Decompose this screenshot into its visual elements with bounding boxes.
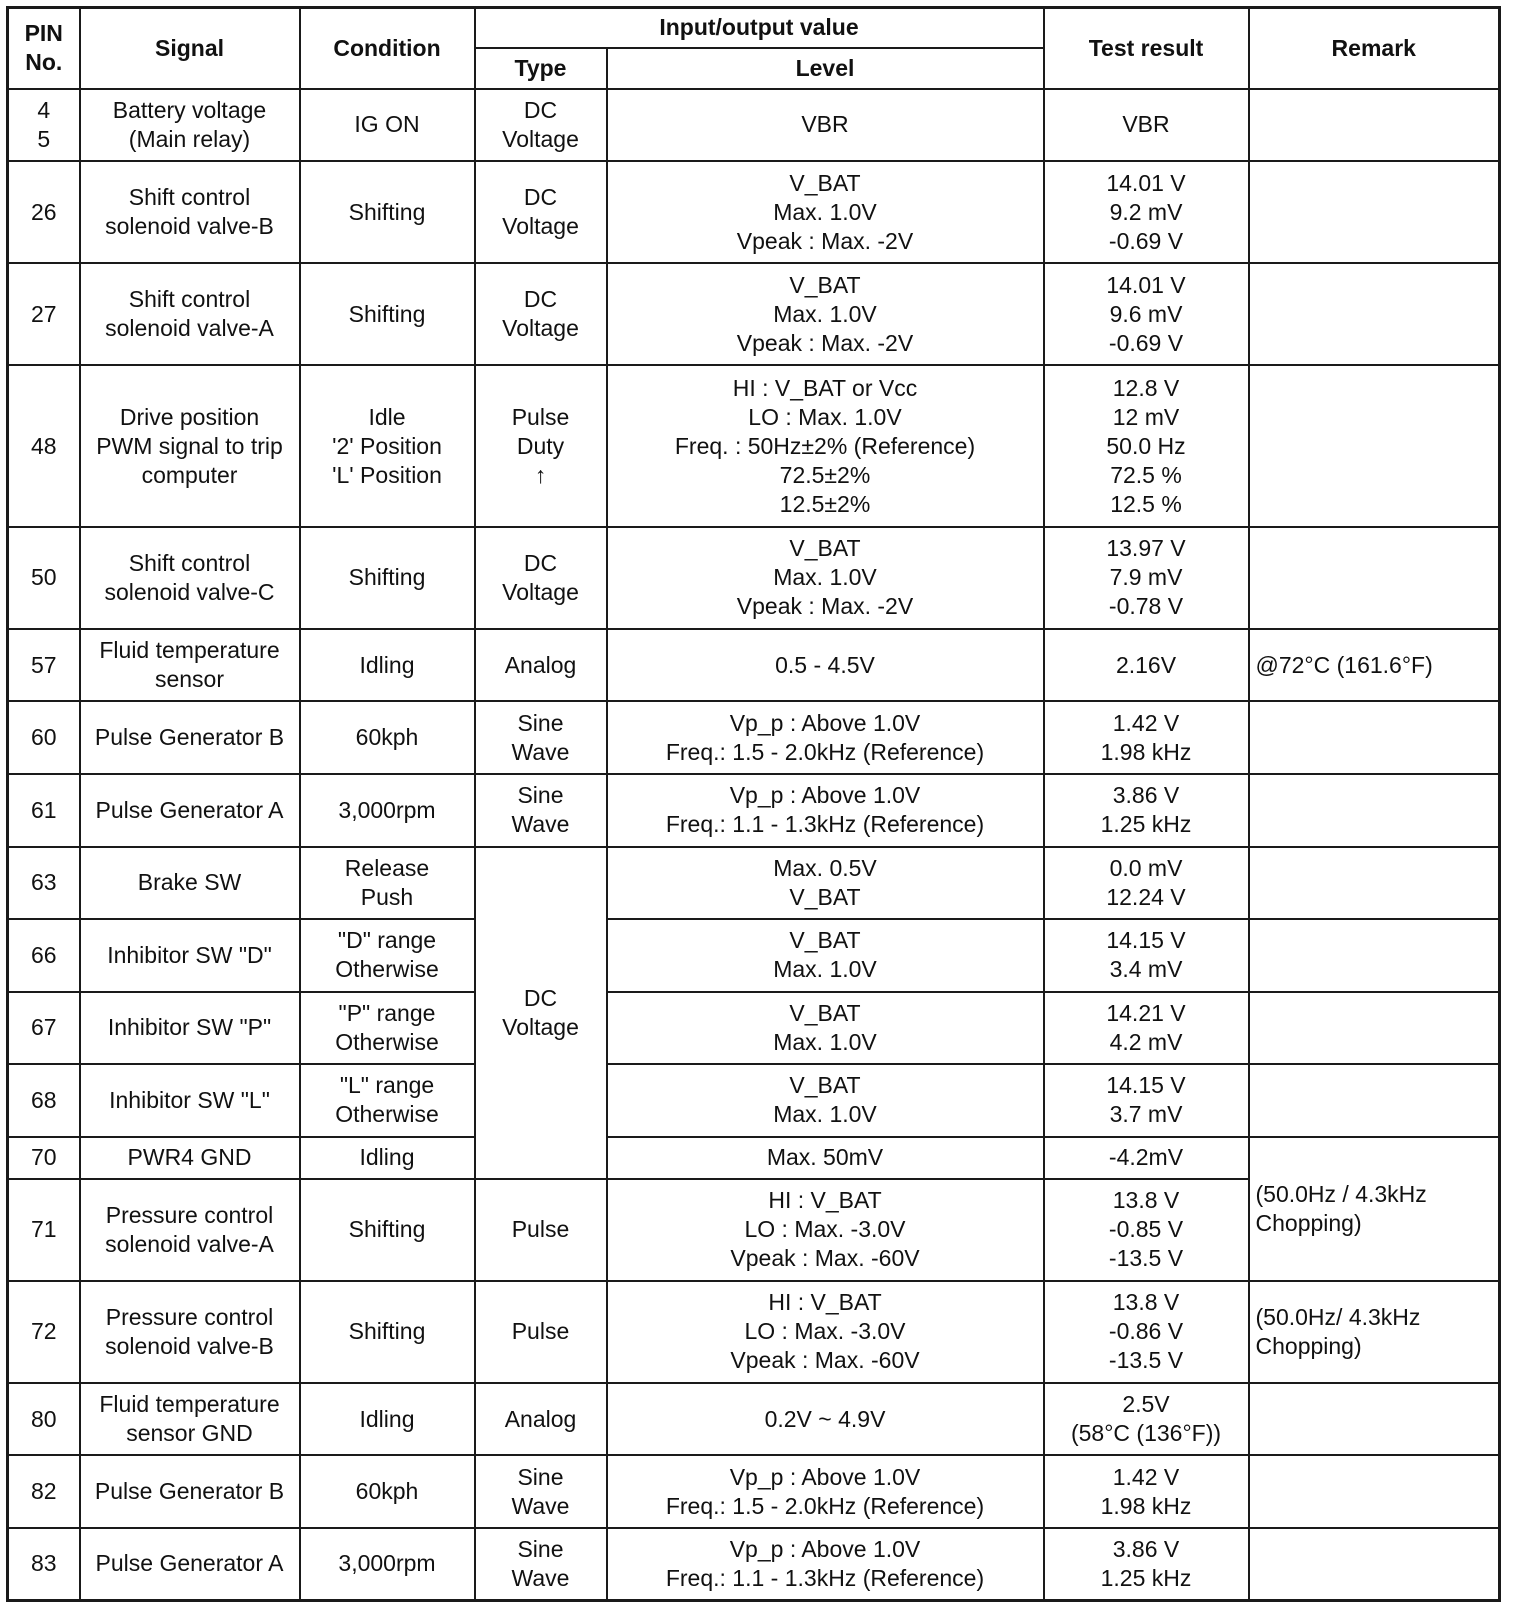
- table-row: [8, 774, 1500, 847]
- cell-remark: [1249, 919, 1500, 992]
- table-row: [8, 1528, 1500, 1601]
- cell-pin: 63: [8, 847, 80, 920]
- cell-type: Sine Wave: [475, 1528, 607, 1601]
- cell-level: V_BAT Max. 1.0V: [607, 919, 1044, 992]
- cell-condition: 60kph: [300, 1455, 475, 1528]
- cell-condition: "P" range Otherwise: [300, 992, 475, 1065]
- cell-condition: Shifting: [300, 263, 475, 365]
- table-row: [8, 263, 1500, 365]
- header-remark: Remark: [1249, 8, 1500, 89]
- cell-signal: PWR4 GND: [80, 1137, 300, 1179]
- cell-test-result: 14.01 V 9.6 mV -0.69 V: [1044, 263, 1249, 365]
- cell-condition: 3,000rpm: [300, 1528, 475, 1601]
- cell-remark: [1249, 847, 1500, 920]
- cell-remark: [1249, 263, 1500, 365]
- cell-test-result: 13.8 V -0.86 V -13.5 V: [1044, 1281, 1249, 1383]
- cell-level: Vp_p : Above 1.0V Freq.: 1.5 - 2.0kHz (Reference): [607, 701, 1044, 774]
- table-row: [8, 701, 1500, 774]
- cell-type: Pulse: [475, 1179, 607, 1281]
- cell-condition: Idling: [300, 629, 475, 702]
- cell-pin: 70: [8, 1137, 80, 1179]
- cell-pin: 66: [8, 919, 80, 992]
- cell-condition: Idling: [300, 1137, 475, 1179]
- cell-type: Sine Wave: [475, 701, 607, 774]
- cell-remark: [1249, 774, 1500, 847]
- cell-remark: [1249, 992, 1500, 1065]
- table-row: [8, 919, 1500, 992]
- cell-condition: "L" range Otherwise: [300, 1064, 475, 1137]
- cell-remark: [1249, 1528, 1500, 1601]
- cell-test-result: 14.15 V 3.4 mV: [1044, 919, 1249, 992]
- header-test-result: Test result: [1044, 8, 1249, 89]
- header-type: Type: [475, 48, 607, 89]
- cell-type: Pulse Duty ↑: [475, 365, 607, 526]
- table-row: [8, 992, 1500, 1065]
- cell-remark: [1249, 701, 1500, 774]
- cell-condition: IG ON: [300, 89, 475, 162]
- cell-pin: 67: [8, 992, 80, 1065]
- cell-test-result: -4.2mV: [1044, 1137, 1249, 1179]
- cell-level: HI : V_BAT LO : Max. -3.0V Vpeak : Max. -60V: [607, 1281, 1044, 1383]
- table-row: [8, 89, 1500, 162]
- cell-signal: Brake SW: [80, 847, 300, 920]
- cell-remark: [1249, 1455, 1500, 1528]
- cell-type: DC Voltage: [475, 847, 607, 1179]
- cell-pin: 68: [8, 1064, 80, 1137]
- cell-remark: [1249, 1064, 1500, 1137]
- cell-test-result: 14.15 V 3.7 mV: [1044, 1064, 1249, 1137]
- cell-level: V_BAT Max. 1.0V Vpeak : Max. -2V: [607, 263, 1044, 365]
- cell-level: Vp_p : Above 1.0V Freq.: 1.5 - 2.0kHz (Reference): [607, 1455, 1044, 1528]
- cell-type: Analog: [475, 629, 607, 702]
- cell-signal: Fluid temperature sensor GND: [80, 1383, 300, 1456]
- cell-level: Vp_p : Above 1.0V Freq.: 1.1 - 1.3kHz (Reference): [607, 1528, 1044, 1601]
- cell-condition: 60kph: [300, 701, 475, 774]
- table-row: [8, 1137, 1500, 1179]
- header-pin-no: PIN No.: [8, 8, 80, 89]
- cell-level: V_BAT Max. 1.0V: [607, 1064, 1044, 1137]
- cell-test-result: 2.5V (58°C (136°F)): [1044, 1383, 1249, 1456]
- cell-pin: 82: [8, 1455, 80, 1528]
- cell-test-result: 3.86 V 1.25 kHz: [1044, 1528, 1249, 1601]
- table-row: [8, 365, 1500, 526]
- cell-signal: Pressure control solenoid valve-B: [80, 1281, 300, 1383]
- cell-condition: Release Push: [300, 847, 475, 920]
- cell-type: Pulse: [475, 1281, 607, 1383]
- cell-level: Max. 50mV: [607, 1137, 1044, 1179]
- cell-test-result: VBR: [1044, 89, 1249, 162]
- cell-condition: 3,000rpm: [300, 774, 475, 847]
- cell-test-result: 1.42 V 1.98 kHz: [1044, 1455, 1249, 1528]
- table-row: [8, 1383, 1500, 1456]
- cell-remark: [1249, 1383, 1500, 1456]
- cell-remark: [1249, 365, 1500, 526]
- cell-pin: 60: [8, 701, 80, 774]
- cell-level: HI : V_BAT or Vcc LO : Max. 1.0V Freq. : 50Hz±2% (Reference) 72.5±2% 12.5±2%: [607, 365, 1044, 526]
- cell-type: Analog: [475, 1383, 607, 1456]
- pin-signal-table: [6, 6, 1501, 1602]
- cell-pin: 4 5: [8, 89, 80, 162]
- cell-signal: Pulse Generator A: [80, 1528, 300, 1601]
- cell-test-result: 2.16V: [1044, 629, 1249, 702]
- cell-pin: 72: [8, 1281, 80, 1383]
- cell-level: Max. 0.5V V_BAT: [607, 847, 1044, 920]
- cell-remark: [1249, 527, 1500, 629]
- cell-type: DC Voltage: [475, 161, 607, 263]
- cell-pin: 80: [8, 1383, 80, 1456]
- table-row: [8, 1281, 1500, 1383]
- cell-signal: Shift control solenoid valve-B: [80, 161, 300, 263]
- cell-condition: "D" range Otherwise: [300, 919, 475, 992]
- cell-type: Sine Wave: [475, 1455, 607, 1528]
- header-input-output-value: Input/output value: [475, 8, 1044, 48]
- cell-signal: Battery voltage (Main relay): [80, 89, 300, 162]
- cell-remark: (50.0Hz/ 4.3kHz Chopping): [1249, 1281, 1500, 1383]
- header-level: Level: [607, 48, 1044, 89]
- cell-condition: Shifting: [300, 161, 475, 263]
- cell-test-result: 13.97 V 7.9 mV -0.78 V: [1044, 527, 1249, 629]
- table-row: [8, 161, 1500, 263]
- cell-level: VBR: [607, 89, 1044, 162]
- cell-signal: Inhibitor SW "L": [80, 1064, 300, 1137]
- cell-test-result: 12.8 V 12 mV 50.0 Hz 72.5 % 12.5 %: [1044, 365, 1249, 526]
- cell-condition: Idling: [300, 1383, 475, 1456]
- cell-signal: Shift control solenoid valve-A: [80, 263, 300, 365]
- cell-signal: Drive position PWM signal to trip computer: [80, 365, 300, 526]
- cell-level: 0.2V ~ 4.9V: [607, 1383, 1044, 1456]
- cell-remark: [1249, 89, 1500, 162]
- cell-condition: Shifting: [300, 1179, 475, 1281]
- cell-type: DC Voltage: [475, 527, 607, 629]
- table-row: [8, 847, 1500, 920]
- cell-pin: 27: [8, 263, 80, 365]
- cell-pin: 61: [8, 774, 80, 847]
- cell-level: V_BAT Max. 1.0V Vpeak : Max. -2V: [607, 527, 1044, 629]
- cell-level: 0.5 - 4.5V: [607, 629, 1044, 702]
- cell-pin: 26: [8, 161, 80, 263]
- cell-test-result: 1.42 V 1.98 kHz: [1044, 701, 1249, 774]
- cell-remark: @72°C (161.6°F): [1249, 629, 1500, 702]
- cell-type: Sine Wave: [475, 774, 607, 847]
- header-condition: Condition: [300, 8, 475, 89]
- cell-remark: (50.0Hz / 4.3kHz Chopping): [1249, 1137, 1500, 1281]
- table-row: [8, 1455, 1500, 1528]
- cell-test-result: 3.86 V 1.25 kHz: [1044, 774, 1249, 847]
- table-row: [8, 629, 1500, 702]
- cell-signal: Pulse Generator B: [80, 1455, 300, 1528]
- cell-test-result: 13.8 V -0.85 V -13.5 V: [1044, 1179, 1249, 1281]
- cell-pin: 71: [8, 1179, 80, 1281]
- cell-level: V_BAT Max. 1.0V: [607, 992, 1044, 1065]
- cell-signal: Pressure control solenoid valve-A: [80, 1179, 300, 1281]
- cell-signal: Shift control solenoid valve-C: [80, 527, 300, 629]
- cell-signal: Inhibitor SW "P": [80, 992, 300, 1065]
- cell-type: DC Voltage: [475, 89, 607, 162]
- cell-test-result: 14.21 V 4.2 mV: [1044, 992, 1249, 1065]
- header-signal: Signal: [80, 8, 300, 89]
- cell-pin: 50: [8, 527, 80, 629]
- cell-level: Vp_p : Above 1.0V Freq.: 1.1 - 1.3kHz (Reference): [607, 774, 1044, 847]
- table-row: [8, 527, 1500, 629]
- cell-level: HI : V_BAT LO : Max. -3.0V Vpeak : Max. -60V: [607, 1179, 1044, 1281]
- cell-pin: 57: [8, 629, 80, 702]
- cell-pin: 83: [8, 1528, 80, 1601]
- table-row: [8, 1064, 1500, 1137]
- cell-type: DC Voltage: [475, 263, 607, 365]
- cell-level: V_BAT Max. 1.0V Vpeak : Max. -2V: [607, 161, 1044, 263]
- cell-condition: Shifting: [300, 527, 475, 629]
- cell-condition: Idle '2' Position 'L' Position: [300, 365, 475, 526]
- cell-test-result: 14.01 V 9.2 mV -0.69 V: [1044, 161, 1249, 263]
- cell-signal: Inhibitor SW "D": [80, 919, 300, 992]
- cell-signal: Pulse Generator B: [80, 701, 300, 774]
- cell-condition: Shifting: [300, 1281, 475, 1383]
- cell-signal: Pulse Generator A: [80, 774, 300, 847]
- cell-test-result: 0.0 mV 12.24 V: [1044, 847, 1249, 920]
- cell-pin: 48: [8, 365, 80, 526]
- cell-signal: Fluid temperature sensor: [80, 629, 300, 702]
- cell-remark: [1249, 161, 1500, 263]
